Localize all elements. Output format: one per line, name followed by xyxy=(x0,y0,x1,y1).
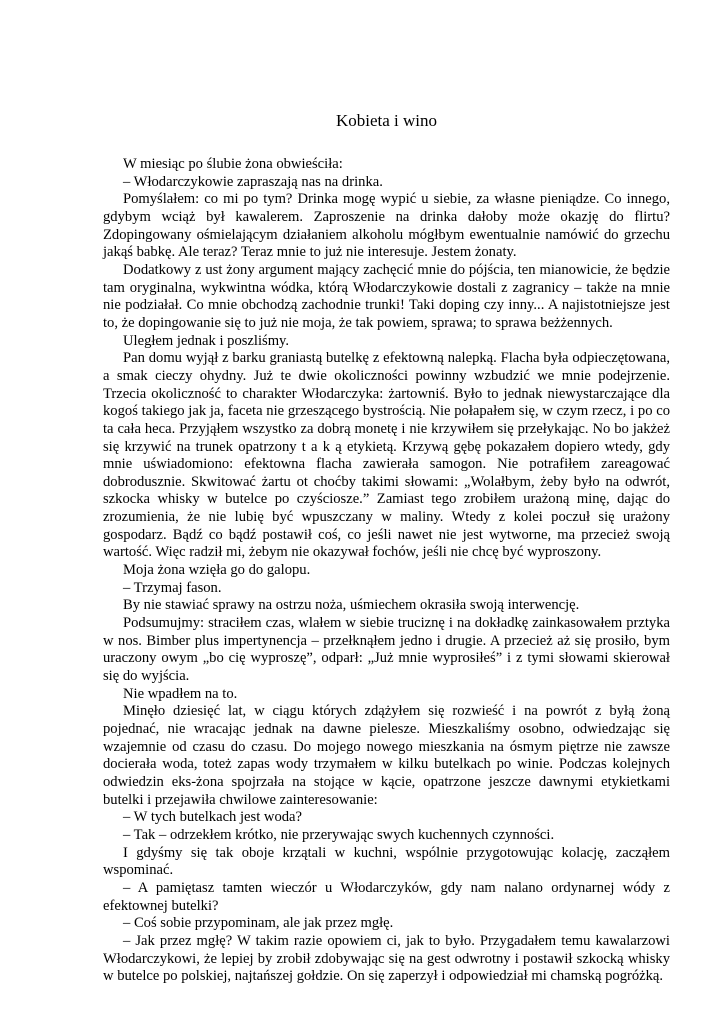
paragraph: – Jak przez mgłę? W takim razie opowiem ci, jak to było. Przygadałem temu kawalarzowi Włodarczykowi, że lepiej by zrobił zdobywając się na gest odwrotny i postawił szkocką whisky w butelce po polskiej, najtańszej gołdzie. On się zaperzył i odpowiedział mi chamską pogróżką. xyxy=(103,932,670,985)
paragraph: Pan domu wyjął z barku graniastą butelkę z efektowną nalepką. Flacha była odpieczętowana, a smak cieczy ohydny. Już te dwie okoliczności powinny wzbudzić we mnie podejrzenie. Trzecia okoliczność to charakter Włodarczyka: żartowniś. Było to jednak niewystarczające dla kogoś takiego jak ja, faceta nie grzeszącego bystrością. Nie połapałem się, w czym rzecz, i po co ta cała heca. Przyjąłem wszystko za dobrą monetę i nie krzywiłem się przełykając. No bo jakżeż się krzywić na trunek opatrzony t a k ą etykietą. Krzywą gębę pokazałem dopiero wtedy, gdy mnie uświadomiono: efektowna flacha zawierała samogon. Nie potrafiłem zareagować dobrodusznie. Skwitować żartu ot choćby takimi słowami: „Wolałbym, żeby było na odwrót, szkocka whisky w butelce po czyściosze.” Zamiast tego zrobiłem urażoną minę, dając do zrozumienia, że nie lubię być wpuszczany w maliny. Wtedy z kolei poczuł się urażony gospodarz. Bądź co bądź postawił coś, co jeśli nawet nie jest wytworne, ma przecież swoją wartość. Więc radził mi, żebym nie okazywał fochów, jeśli nie chcę być wyproszony. xyxy=(103,350,670,561)
paragraph: – A pamiętasz tamten wieczór u Włodarczyków, gdy nam nalano ordynarnej wódy z efektownej butelki? xyxy=(103,879,670,914)
document-title: Kobieta i wino xyxy=(335,111,438,130)
paragraph: Pomyślałem: co mi po tym? Drinka mogę wypić u siebie, za własne pieniądze. Co innego, gdybym wciąż był kawalerem. Zaproszenie na drinka dałoby może okazję do flirtu? Zdopingowany ośmielającym działaniem alkoholu mógłbym ewentualnie namówić do grzechu jakąś babkę. Ale teraz? Teraz mnie to już nie interesuje. Jestem żonaty. xyxy=(103,191,670,261)
paragraph: Podsumujmy: straciłem czas, wlałem w siebie truciznę i na dokładkę zainkasowałem prztyka w nos. Bimber plus impertynencja – przełknąłem jedno i drugie. A przecież aż się prosiło, bym uraczony owym „bo cię wyproszę”, odparł: „Już mnie wyprosiłeś” i z tymi słowami skierował się do wyjścia. xyxy=(103,615,670,685)
paragraph: W miesiąc po ślubie żona obwieściła: xyxy=(123,156,343,172)
document-page xyxy=(103,0,670,1024)
paragraph: – Włodarczykowie zapraszają nas na drinka. xyxy=(123,173,383,190)
document-body xyxy=(103,156,670,986)
paragraph: Dodatkowy z ust żony argument mający zachęcić mnie do pójścia, ten mianowicie, że będzie tam oryginalna, wykwintna wódka, którą Włodarczykowie dostali z zagranicy – także na mnie nie podziałał. Co mnie obchodzą zachodnie trunki! Taki doping czy inny... A najistotniejsze jest to, że dopingowanie się to już nie moja, że tak powiem, sprawa; to sprawa beżżennych. xyxy=(103,261,670,331)
paragraph: – Tak – odrzekłem krótko, nie przerywając swych kuchennych czynności. xyxy=(123,826,555,843)
paragraph: Nie wpadłem na to. xyxy=(123,685,238,702)
paragraph: Uległem jednak i poszliśmy. xyxy=(123,332,290,349)
paragraph: – Coś sobie przypominam, ale jak przez mgłę. xyxy=(123,915,394,932)
paragraph: – W tych butelkach jest woda? xyxy=(123,809,302,826)
paragraph: Moja żona wzięła go do galopu. xyxy=(123,562,311,579)
paragraph: Minęło dziesięć lat, w ciągu których zdążyłem się rozwieść i na powrót z byłą żoną pojednać, nie wracając jednak na dawne pielesze. Mieszkaliśmy osobno, odwiedzając się wzajemnie od czasu do czasu. Do mojego nowego mieszkania na ósmym piętrze nie zawsze docierała woda, toteż zapas wody trzymałem w kilku butelkach po winie. Podczas kolejnych odwiedzin eks-żona spojrzała na stojące w kącie, opatrzone jeszcze dawnymi etykietkami butelki i przejawiła chwilowe zainteresowanie: xyxy=(103,703,670,808)
paragraph: I gdyśmy się tak oboje krzątali w kuchni, wspólnie przygotowując kolację, zacząłem wspominać. xyxy=(103,844,670,879)
paragraph: By nie stawiać sprawy na ostrzu noża, uśmiechem okrasiła swoją interwencję. xyxy=(123,597,580,614)
paragraph: – Trzymaj fason. xyxy=(123,579,222,596)
